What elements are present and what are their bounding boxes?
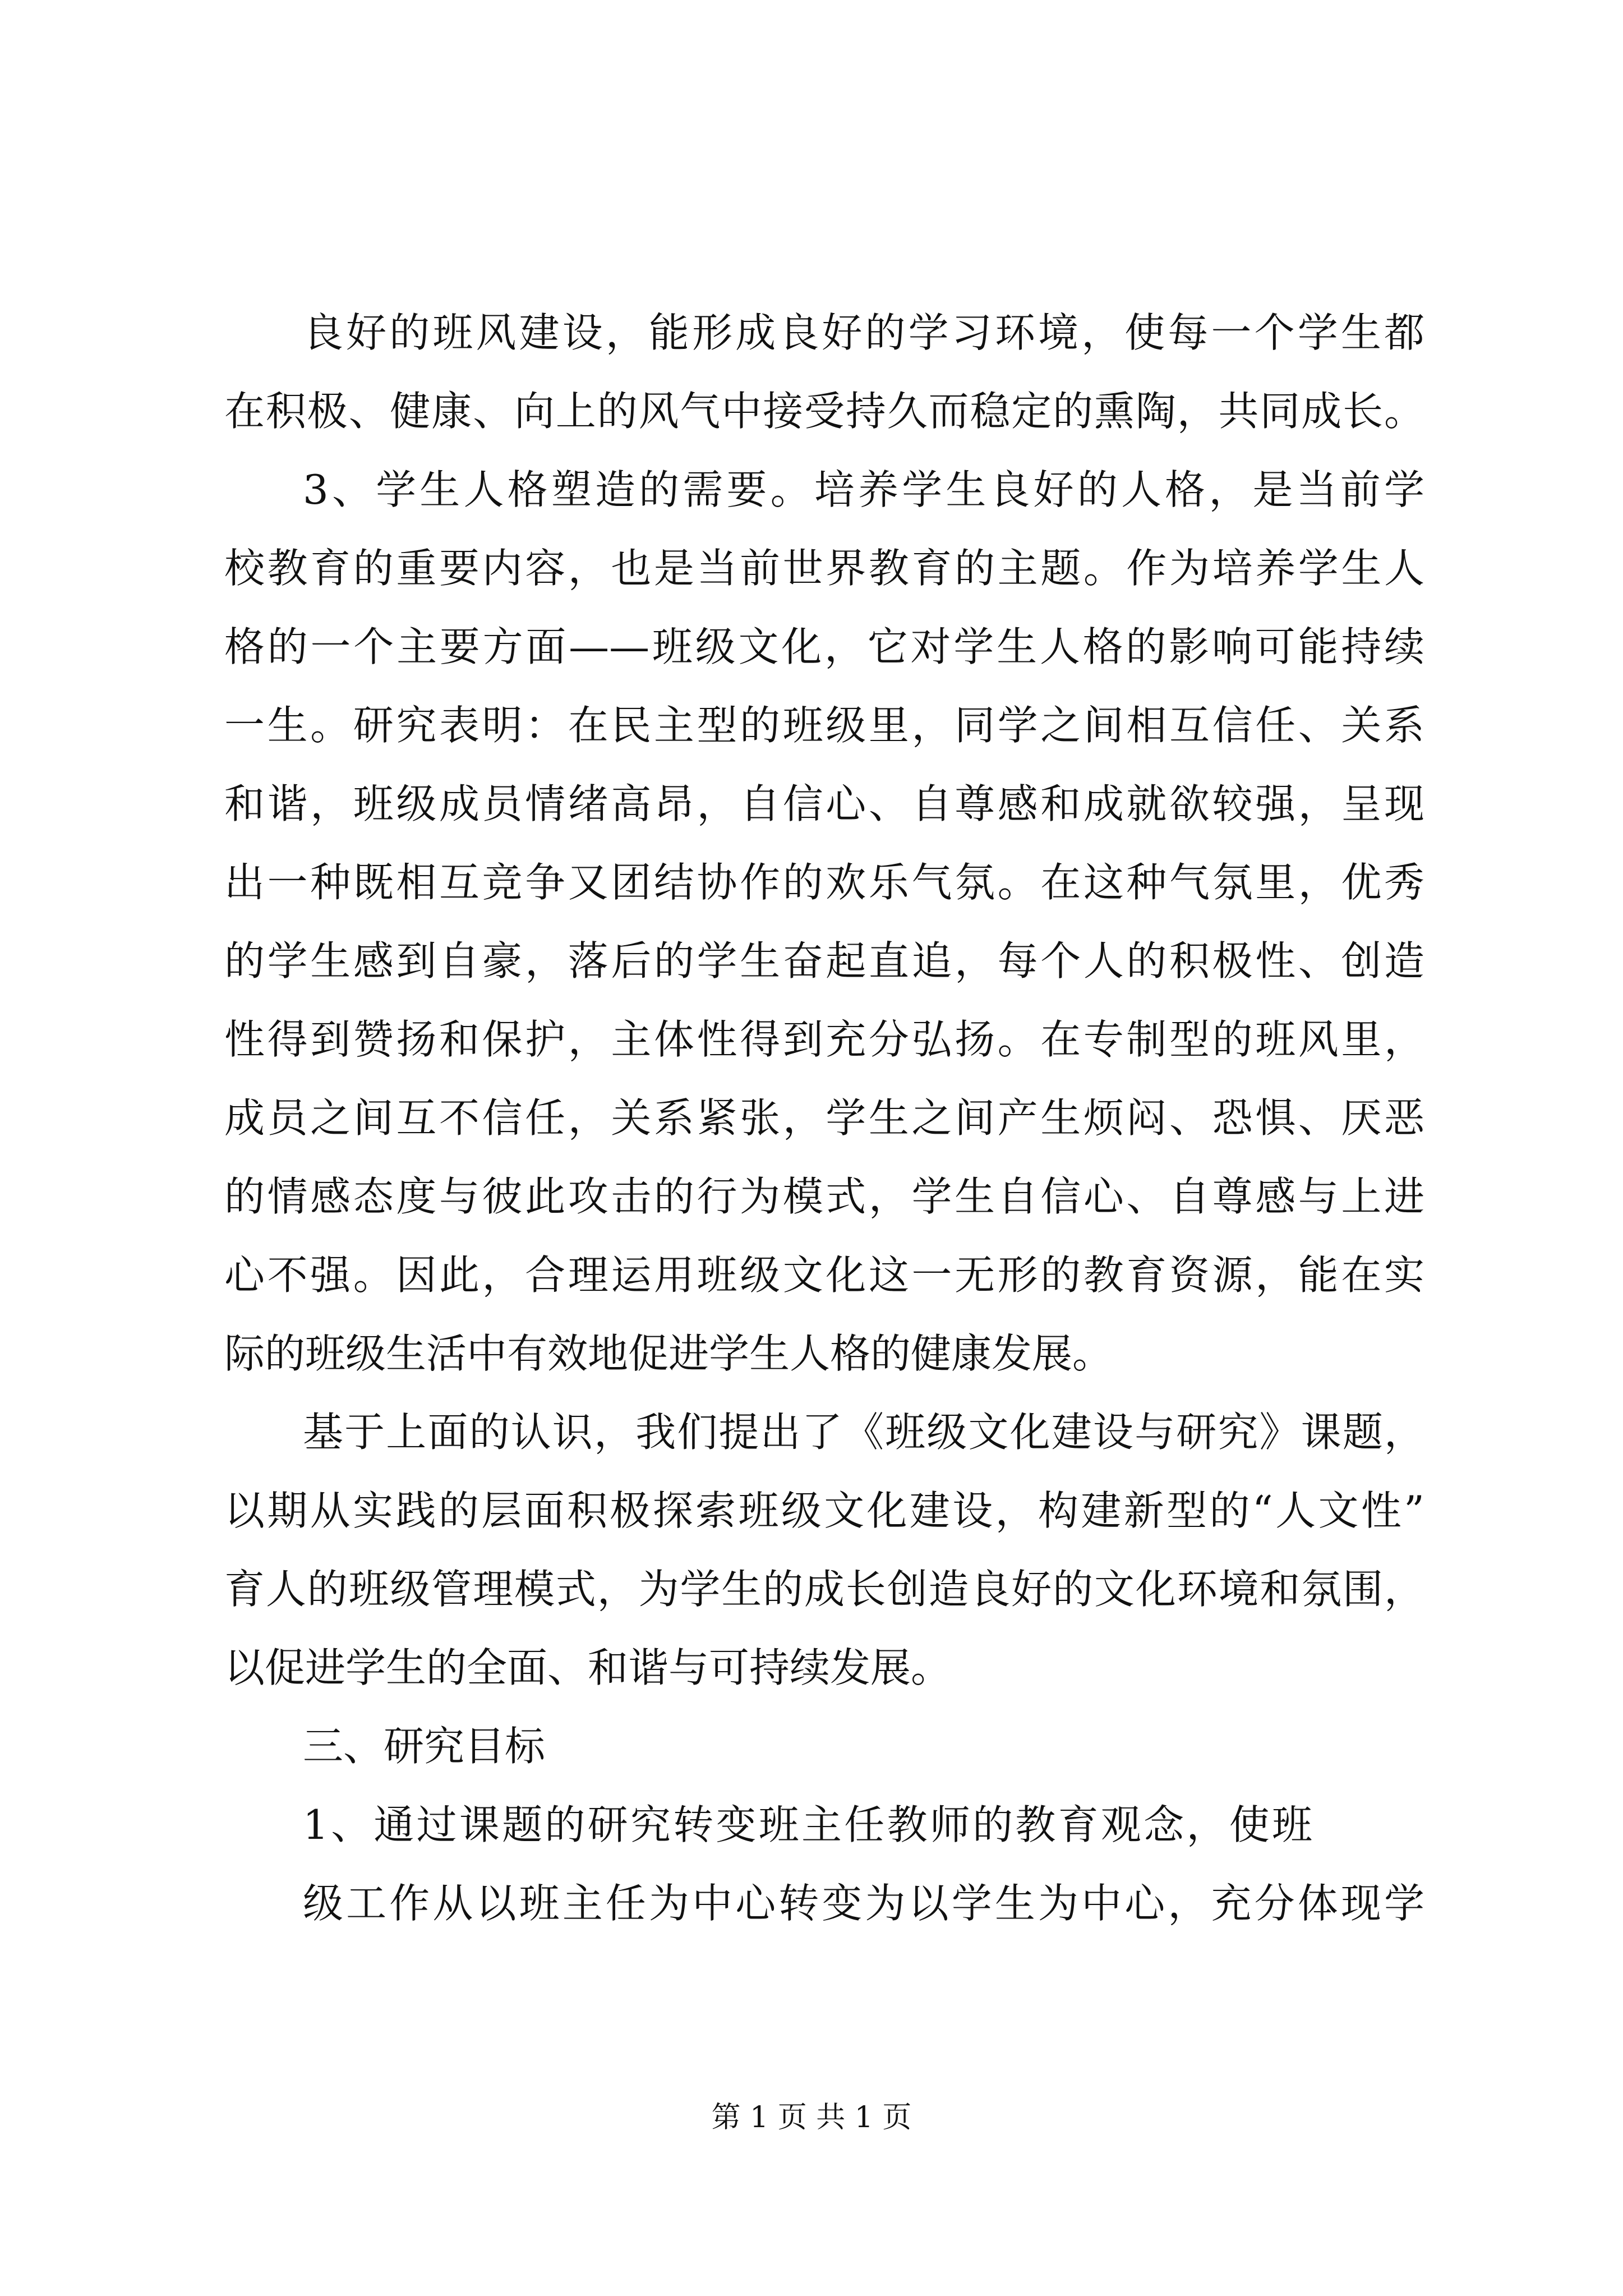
paragraph-line: 心不强。因此，合理运用班级文化这一无形的教育资源，能在实: [224, 1251, 1424, 1299]
paragraph-line: 成员之间互不信任，关系紧张，学生之间产生烦闷、恐惧、厌恶: [224, 1094, 1424, 1142]
paragraph-line: 3、学生人格塑造的需要。培养学生良好的人格，是当前学: [303, 466, 1424, 513]
paragraph-line: 和谐，班级成员情绪高昂，自信心、自尊感和成就欲较强，呈现: [224, 780, 1424, 827]
paragraph-line: 一生。研究表明：在民主型的班级里，同学之间相互信任、关系: [224, 702, 1424, 749]
paragraph-line: 以促进学生的全面、和谐与可持续发展。: [224, 1644, 952, 1691]
paragraph-line: 性得到赞扬和保护，主体性得到充分弘扬。在专制型的班风里，: [224, 1016, 1424, 1063]
paragraph-line: 的学生感到自豪，落后的学生奋起直追，每个人的积极性、创造: [224, 937, 1424, 984]
paragraph-line: 际的班级生活中有效地促进学生人格的健康发展。: [224, 1330, 1113, 1377]
page-footer: 第 1 页 共 1 页: [711, 2101, 912, 2134]
paragraph-line: 出一种既相互竞争又团结协作的欢乐气氛。在这种气氛里，优秀: [224, 859, 1424, 906]
paragraph-line: 以期从实践的层面积极探索班级文化建设，构建新型的“人文性”: [224, 1487, 1424, 1534]
section-heading: 三、研究目标: [303, 1723, 546, 1770]
paragraph-line: 育人的班级管理模式，为学生的成长创造良好的文化环境和氛围，: [224, 1566, 1424, 1613]
paragraph-line: 基于上面的认识，我们提出了《班级文化建设与研究》课题，: [303, 1409, 1424, 1456]
paragraph-line: 良好的班风建设，能形成良好的学习环境，使每一个学生都: [303, 309, 1424, 356]
paragraph-line: 的情感态度与彼此攻击的行为模式，学生自信心、自尊感与上进: [224, 1173, 1424, 1220]
paragraph-line: 校教育的重要内容，也是当前世界教育的主题。作为培养学生人: [224, 545, 1424, 592]
paragraph-line: 在积极、健康、向上的风气中接受持久而稳定的熏陶，共同成长。: [224, 388, 1424, 435]
paragraph-line: 格的一个主要方面——班级文化，它对学生人格的影响可能持续: [224, 623, 1424, 670]
paragraph-line: 1、通过课题的研究转变班主任教师的教育观念，使班: [303, 1801, 1312, 1848]
paragraph-line: 级工作从以班主任为中心转变为以学生为中心，充分体现学: [303, 1880, 1424, 1927]
